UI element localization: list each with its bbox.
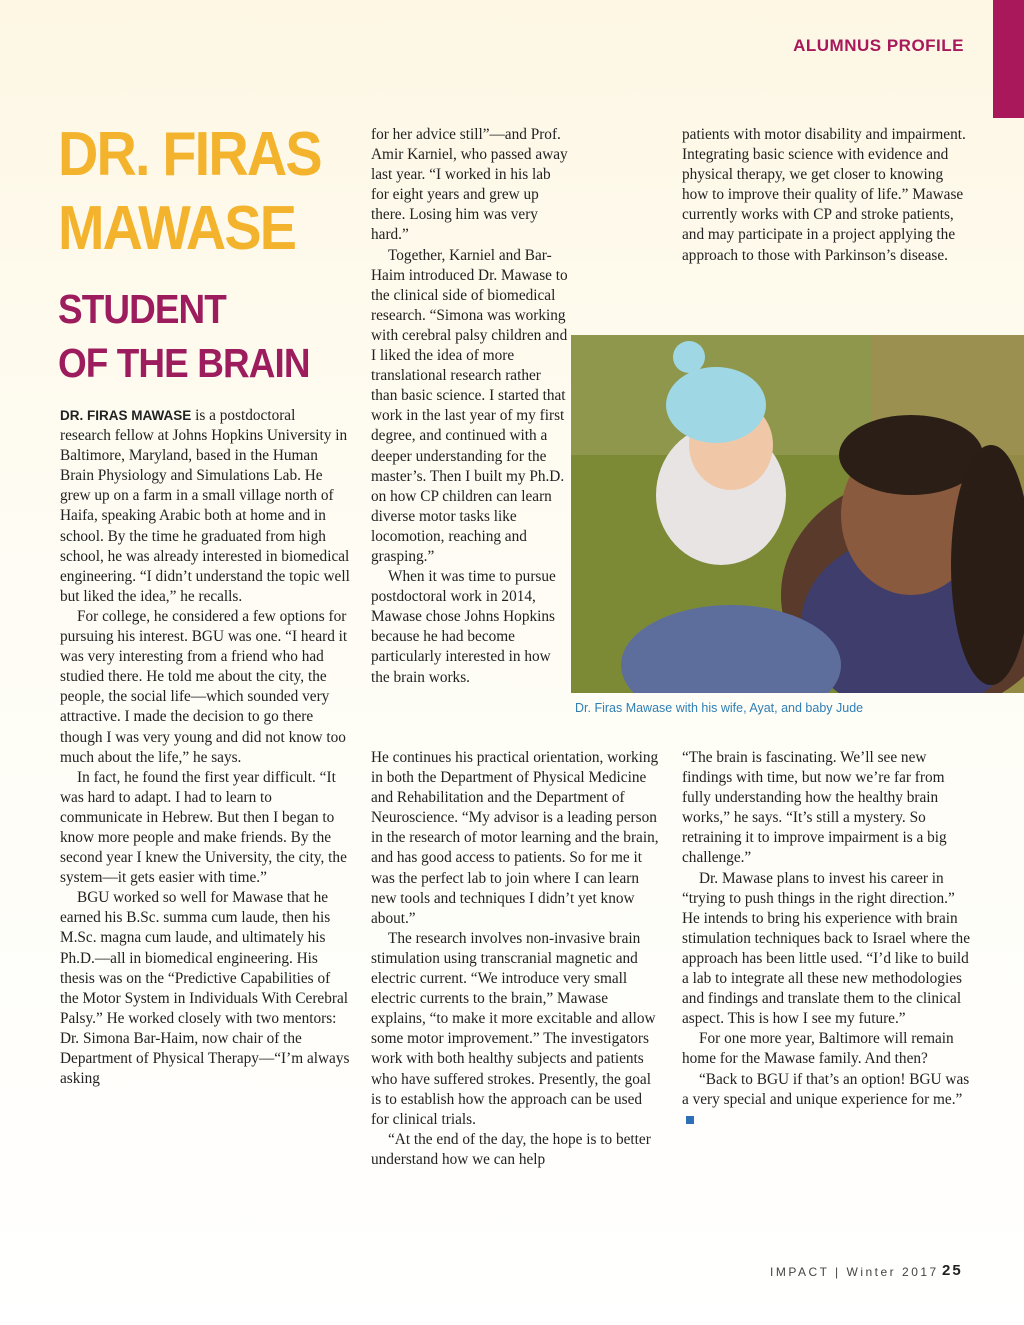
paragraph: In fact, he found the first year difficult. “It was hard to adapt. I had to learn to communicate in Hebrew. But then I began to know more people and make friends. By the second year I knew the University, the city, the system—it gets easier with time.” — [60, 768, 347, 887]
section-tab — [993, 0, 1024, 118]
paragraph: For college, he considered a few options for pursuing his interest. BGU was one. “I heard it was very interesting from a friend who had studied there. He told me about the city, the people, the social life—which sounded very attractive. I made the decision to go there though I was very young and did not know too much about the life,” he says. — [60, 607, 348, 766]
title-line-1: DR. FIRAS — [58, 120, 321, 189]
paragraph: “The brain is fascinating. We’ll see new findings with time, but now we’re far from fully understanding how the healthy brain works,” he says. “It’s still a mystery. So retraining it to improve impairment is a big challenge.” — [682, 749, 947, 867]
subtitle-line-1: STUDENT — [58, 286, 226, 332]
paragraph: Together, Karniel and Bar-Haim introduced Dr. Mawase to the clinical side of biomedical research. “Simona was working with cerebral palsy children and I liked the idea of more translational research rather than basic science. I started that work in the last year of my first degree, and continued with a deeper understanding for the master’s. Then I built my Ph.D. on how CP children can learn diverse motor tasks like locomotion, reaching and grasping.” — [371, 246, 568, 565]
subtitle-line-2: OF THE BRAIN — [58, 340, 310, 386]
article-subtitle — [58, 282, 355, 390]
paragraph: “At the end of the day, the hope is to better understand how we can help — [371, 1130, 651, 1168]
paragraph: patients with motor disability and impairment. Integrating basic science with evidence and physical therapy, we get closer to knowing how to improve their quality of life.” Mawase currently works with CP and stroke patients, and may participate in a project applying the approach to those with Parkinson’s disease. — [682, 126, 966, 264]
paragraph — [682, 1070, 972, 1130]
column-2-bottom — [371, 748, 661, 1170]
column-3-bottom — [682, 748, 972, 1130]
family-photo-illustration — [571, 335, 1024, 693]
family-photo — [571, 335, 1024, 693]
paragraph: The research involves non-invasive brain stimulation using transcranial magnetic and electric current. “We introduce very small electric currents to the brain,” Mawase explains, “to make it more excitable and allow some motor improvement.” The investigators work with both healthy subjects and patients who have suffered strokes. Presently, the goal is to establish how the approach can be used for clinical trials. — [371, 929, 656, 1128]
paragraph: BGU worked so well for Mawase that he earned his B.Sc. summa cum laude, then his M.Sc. magna cum laude, and ultimately his Ph.D.—all in biomedical engineering. His thesis was on the “Predictive Capabilities of the Motor System in Individuals With Cerebral Palsy.” He worked closely with two mentors: Dr. Simona Bar-Haim, now chair of the Department of Physical Therapy—“I’m always asking — [60, 889, 350, 1088]
section-label: ALUMNUS PROFILE — [793, 36, 964, 55]
paragraph-text: “Back to BGU if that’s an option! BGU was a very special and unique experience for me.” — [682, 1070, 970, 1108]
page-number: 25 — [942, 1262, 963, 1279]
photo-caption: Dr. Firas Mawase with his wife, Ayat, and baby Jude — [575, 701, 864, 715]
paragraph: When it was time to pursue postdoctoral work in 2014, Mawase chose Johns Hopkins because he had become particularly interested in how the brain works. — [371, 568, 556, 686]
footer-publication: IMPACT | Winter 2017 — [770, 1265, 939, 1279]
paragraph — [60, 406, 350, 607]
article-title — [58, 118, 355, 266]
paragraph-text: is a postdoctoral research fellow at Johns Hopkins University in Baltimore, Maryland, based in the Human Brain Physiology and Simulations Lab. He grew up on a farm in a small village north of Haifa, speaking Arabic both at home and in school. By the time he graduated from high school, he was already interested in biomedical engineering. “I didn’t understand the topic well but liked the idea,” he recalls. — [60, 407, 350, 605]
column-2-top — [371, 125, 571, 688]
end-mark-icon — [686, 1116, 694, 1124]
paragraph: He continues his practical orientation, working in both the Department of Physical Medicine and Rehabilitation and the Department of Neuroscience. “My advisor is a leading person in the research of motor learning and the brain, and has good access to patients. So for me it was the perfect lab to join where I can learn new tools and techniques I didn’t yet know about.” — [371, 749, 659, 927]
column-3-top — [682, 125, 972, 266]
column-1 — [60, 406, 350, 1089]
paragraph: For one more year, Baltimore will remain home for the Mawase family. And then? — [682, 1030, 954, 1068]
title-line-2: MAWASE — [58, 194, 296, 263]
paragraph: Dr. Mawase plans to invest his career in “trying to push things in the right direction.” He intends to bring his experience with brain stimulation techniques back to Israel where the approach has been little used. “I’d like to build a lab to integrate all these new methodologies and findings and translate them to the clinical aspect. This is how I see my future.” — [682, 869, 970, 1028]
paragraph: for her advice still”—and Prof. Amir Karniel, who passed away last year. “I worked in his lab for eight years and grew up there. Losing him was very hard.” — [371, 126, 568, 244]
lead-in: DR. FIRAS MAWASE — [60, 408, 192, 423]
